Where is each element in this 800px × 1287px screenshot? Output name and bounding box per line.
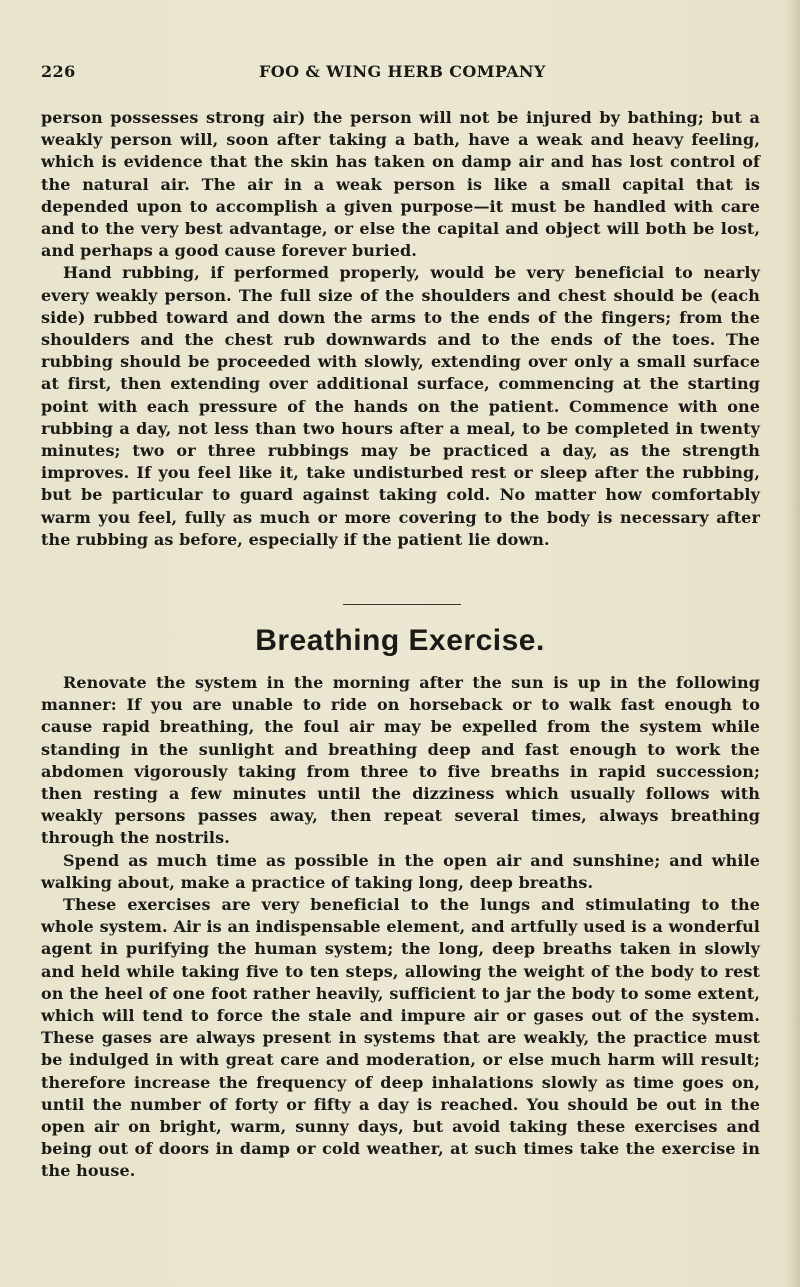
body-text-bottom	[41, 672, 760, 1183]
paragraph: Spend as much time as possible in the open air and sunshine; and while walking about, make a practice of taking long, deep breaths.	[41, 850, 760, 892]
header-title: FOO & WING HERB COMPANY	[259, 62, 546, 81]
section-divider	[343, 604, 461, 605]
paragraph: Hand rubbing, if performed properly, would be very beneficial to nearly every weakly person. The full size of the shoulders and chest should be (each side) rubbed toward and down the arms to the ends of the fingers; from the shoulders and the chest rub downwards and to the ends of the toes. The rubbing should be proceeded with slowly, extending over only a small surface at first, then extending over additional surface, commencing at the starting point with each pressure of the hands on the patient. Commence with one rubbing a day, not less than two hours after a meal, to be completed in twenty minutes; two or three rubbings may be practiced a day, as the strength improves. If you feel like it, take undisturbed rest or sleep after the rubbing, but be particular to guard against taking cold. No matter how comfortably warm you feel, fully as much or more covering to the body is necessary after the rubbing as before, especially if the patient lie down.	[41, 263, 760, 549]
body-text-top	[41, 107, 760, 551]
running-header	[41, 62, 761, 86]
paragraph: Renovate the system in the morning after the sun is up in the following manner: If you are unable to ride on horseback or to walk fast enough to cause rapid breathing, the foul air may be expelled from the system while standing in the sunlight and breathing deep and fast enough to work the abdomen vigorously taking from three to five breaths in rapid succession; then resting a few minutes until the dizziness which usually follows with weakly persons passes away, then repeat several times, always breathing through the nostrils.	[41, 673, 760, 848]
section-heading: Breathing Exercise.	[255, 624, 545, 657]
page-number: 226	[41, 62, 76, 81]
paragraph: These exercises are very beneficial to the lungs and stimulating to the whole system. Air is an indispensable element, and artfully used is a wonderful agent in purifying the human system; the long, deep breaths taken in slowly and held while taking five to ten steps, allowing the weight of the body to rest on the heel of one foot rather heavily, sufficient to jar the body to some extent, which will tend to force the stale and impure air or gases out of the system. These gases are always present in systems that are weakly, the practice must be indulged in with great care and moderation, or else much harm will result; therefore increase the frequency of deep inhalations slowly as time goes on, until the number of forty or fifty a day is reached. You should be out in the open air on bright, warm, sunny days, but avoid taking these exercises and being out of doors in damp or cold weather, at such times take the exercise in the house.	[41, 895, 760, 1181]
paragraph: person possesses strong air) the person will not be injured by bathing; but a weakly person will, soon after taking a bath, have a weak and heavy feeling, which is evidence that the skin has taken on damp air and has lost control of the natural air. The air in a weak person is like a small capital that is depended upon to accomplish a given purpose—it must be handled with care and to the very best advantage, or else the capital and object will both be lost, and perhaps a good cause forever buried.	[41, 108, 760, 261]
